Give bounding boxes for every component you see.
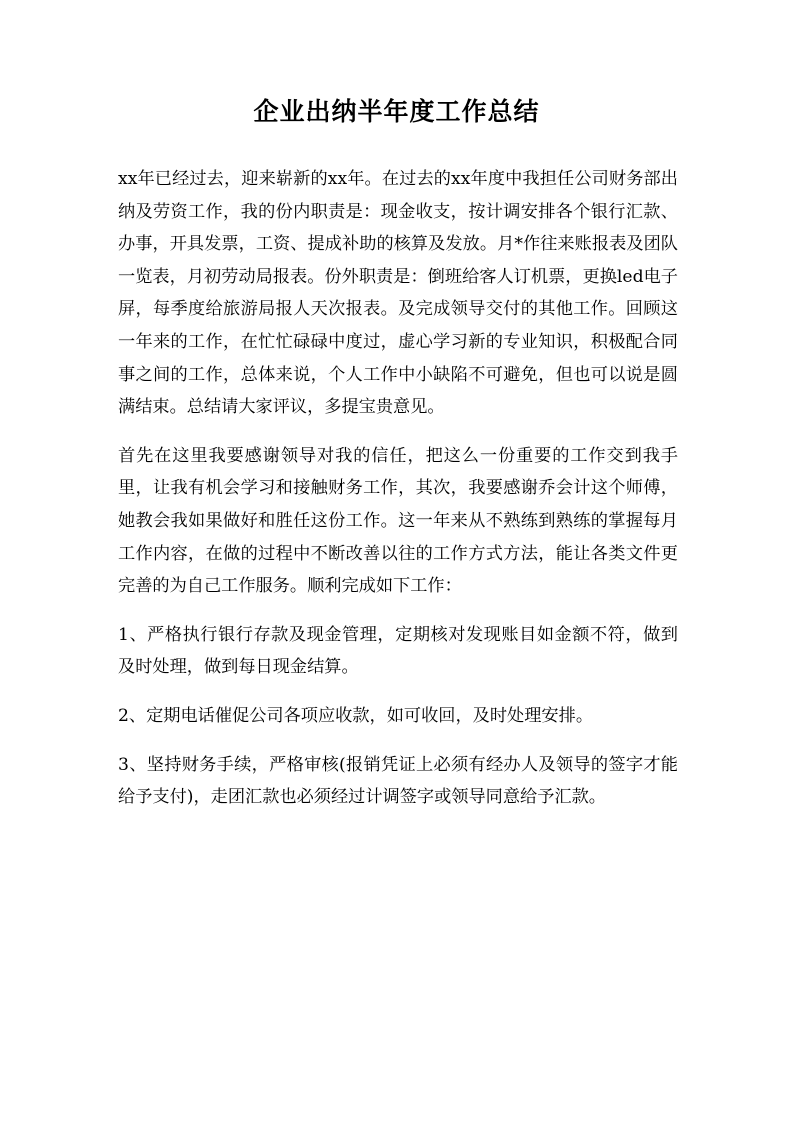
list-item-2: 2、定期电话催促公司各项应收款，如可收回，及时处理安排。	[118, 705, 594, 726]
document-title: 企业出纳半年度工作总结	[253, 97, 540, 126]
paragraph-intro: xx年已经过去，迎来崭新的xx年。在过去的xx年度中我担任公司财务部出纳及劳资工作，我的份内职责是：现金收支，按计调安排各个银行汇款、办事，开具发票，工资、提成补助的核算及发放。月*作往来账报表及团队一览表，月初劳动局报表。份外职责是：倒班给客人订机票，更换led电子屏，每季度给旅游局报人天次报表。及完成领导交付的其他工作。回顾这一年来的工作，在忙忙碌碌中度过，虚心学习新的专业知识，积极配合同事之间的工作，总体来说，个人工作中小缺陷不可避免，但也可以说是圆满结束。总结请大家评议，多提宝贵意见。	[118, 169, 678, 418]
paragraph-thanks: 首先在这里我要感谢领导对我的信任，把这么一份重要的工作交到我手里，让我有机会学习和接触财务工作，其次，我要感谢乔会计这个师傅，她教会我如果做好和胜任这份工作。这一年来从不熟练到熟练的掌握每月工作内容，在做的过程中不断改善以往的工作方式方法，能让各类文件更完善的为自己工作服务。顺利完成如下工作：	[118, 445, 678, 597]
document-body	[118, 163, 678, 830]
list-item-3: 3、坚持财务手续，严格审核(报销凭证上必须有经办人及领导的签字才能给予支付)，走团汇款也必须经过计调签字或领导同意给予汇款。	[118, 754, 678, 808]
list-item-1: 1、严格执行银行存款及现金管理，定期核对发现账目如金额不符，做到及时处理，做到每日现金结算。	[118, 624, 678, 678]
